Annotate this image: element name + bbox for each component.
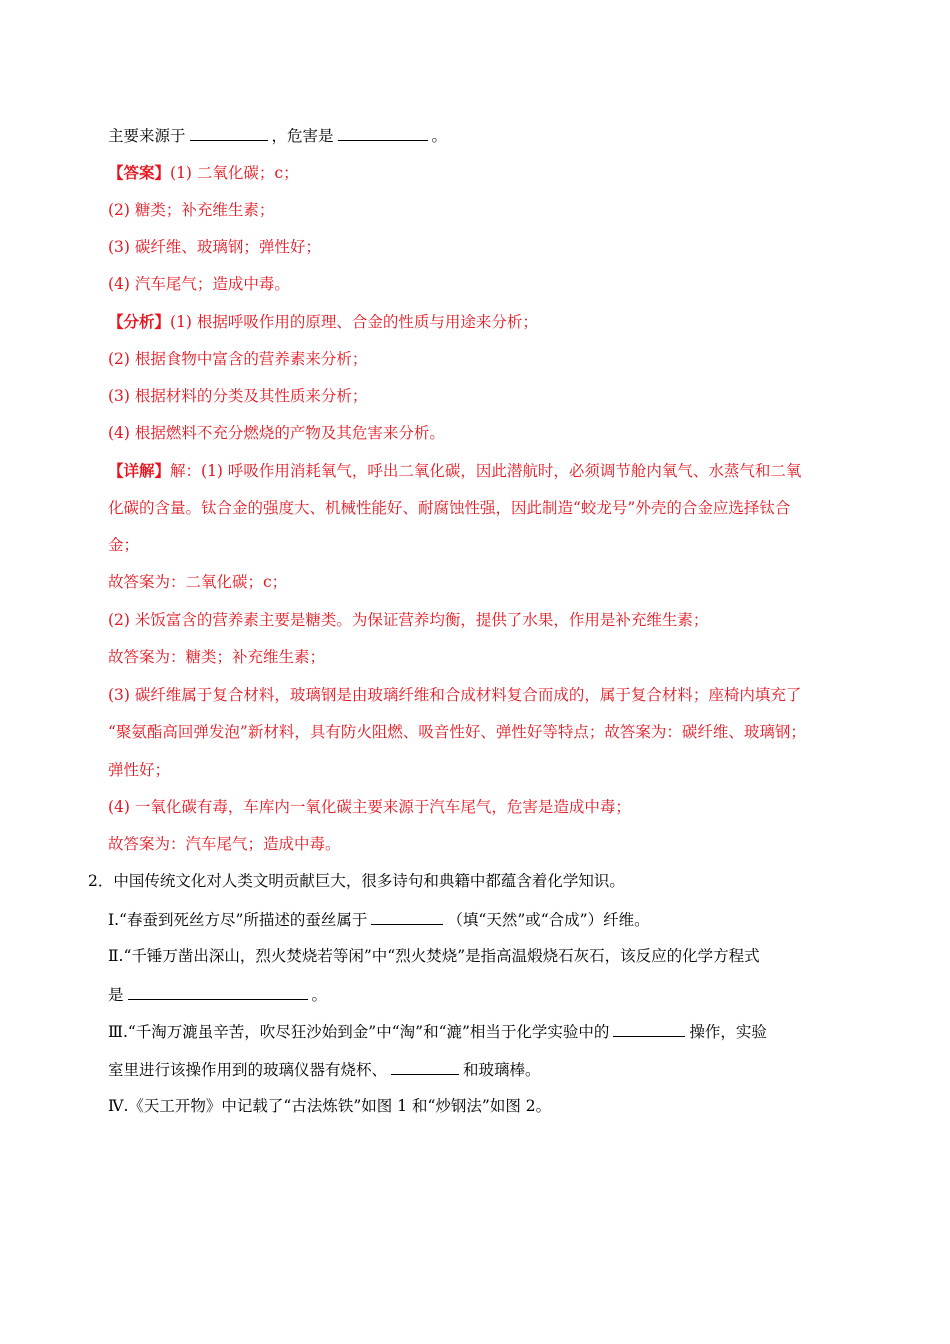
analysis-line-2: (2) 根据食物中富含的营养素来分析； <box>108 350 368 368</box>
question-2-part-ii-line-2 <box>108 984 327 1005</box>
analysis-tag: 【分析】 <box>108 312 171 331</box>
answer-line-2: (2) 糖类；补充维生素； <box>108 201 275 219</box>
answer-blank[interactable] <box>338 125 428 141</box>
analysis-line-1 <box>108 312 538 332</box>
answer-blank[interactable] <box>128 984 308 1000</box>
question-2-intro: 2．中国传统文化对人类文明贡献巨大，很多诗句和典籍中都蕴含着化学知识。 <box>88 872 625 890</box>
q1-part4-text-c: 。 <box>431 127 448 145</box>
question-2-part-iii-line-2 <box>108 1059 541 1080</box>
detail-line-10: (4) 一氧化碳有毒，车库内一氧化碳主要来源于汽车尾气，危害是造成中毒； <box>108 798 631 816</box>
part-i-text-a: Ⅰ.“春蚕到死丝方尽”所描述的蚕丝属于 <box>108 911 368 929</box>
detail-line-5: (2) 米饭富含的营养素主要是糖类。为保证营养均衡，提供了水果，作用是补充维生素； <box>108 611 709 629</box>
detail-line-3: 金； <box>108 536 140 554</box>
q1-part4-line <box>108 125 447 146</box>
answer-line-3: (3) 碳纤维、玻璃钢；弹性好； <box>108 238 321 256</box>
part-iii-text-a: Ⅲ.“千淘万漉虽辛苦，吹尽狂沙始到金”中“淘”和“漉”相当于化学实验中的 <box>108 1023 610 1041</box>
detail-line-7: (3) 碳纤维属于复合材料，玻璃钢是由玻璃纤维和合成材料复合而成的，属于复合材料；座椅内填充了 <box>108 686 802 704</box>
detail-line-2: 化碳的含量。钛合金的强度大、机械性能好、耐腐蚀性强，因此制造“蛟龙号”外壳的合金应选择钛合 <box>108 499 791 517</box>
detail-line-11: 故答案为：汽车尾气；造成中毒。 <box>108 835 341 853</box>
question-2-part-i <box>108 909 650 930</box>
analysis-text: (1) 根据呼吸作用的原理、合金的性质与用途来分析； <box>170 313 538 331</box>
part-iii-text-d: 和玻璃棒。 <box>463 1061 541 1079</box>
answer-line-1 <box>108 163 299 183</box>
detail-text: 解：(1) 呼吸作用消耗氧气，呼出二氧化碳，因此潜航时，必须调节舱内氧气、水蒸气和二氧 <box>170 462 802 480</box>
detail-line-4: 故答案为：二氧化碳；c； <box>108 573 288 591</box>
detail-line-6: 故答案为：糖类；补充维生素； <box>108 648 326 666</box>
q1-part4-text-a: 主要来源于 <box>108 127 186 145</box>
question-2-part-iv: Ⅳ.《天工开物》中记载了“古法炼铁”如图 1 和“炒钢法”如图 2。 <box>108 1097 552 1115</box>
detail-line-9: 弹性好； <box>108 761 171 779</box>
q1-part4-text-b: ，危害是 <box>271 127 334 145</box>
part-iii-text-b: 操作，实验 <box>689 1023 767 1041</box>
detail-line-1 <box>108 461 801 481</box>
part-iii-text-c: 室里进行该操作用到的玻璃仪器有烧杯、 <box>108 1061 388 1079</box>
answer-blank[interactable] <box>190 125 268 141</box>
analysis-line-3: (3) 根据材料的分类及其性质来分析； <box>108 387 368 405</box>
part-ii-text-b: 。 <box>311 986 328 1004</box>
question-2-part-ii-line-1: Ⅱ.“千锤万凿出深山，烈火焚烧若等闲”中“烈火焚烧”是指高温煅烧石灰石，该反应的化学方程式 <box>108 947 760 965</box>
question-2-part-iii-line-1 <box>108 1021 767 1042</box>
answer-blank[interactable] <box>371 909 443 925</box>
analysis-line-4: (4) 根据燃料不充分燃烧的产物及其危害来分析。 <box>108 424 445 442</box>
answer-text: (1) 二氧化碳；c； <box>170 164 299 182</box>
detail-line-8: “聚氨酯高回弹发泡”新材料，具有防火阻燃、吸音性好、弹性好等特点；故答案为：碳纤维、玻璃钢； <box>108 723 806 741</box>
answer-blank[interactable] <box>391 1059 459 1075</box>
detail-tag: 【详解】 <box>108 461 171 480</box>
answer-blank[interactable] <box>613 1021 685 1037</box>
answer-line-4: (4) 汽车尾气；造成中毒。 <box>108 275 290 293</box>
part-i-text-b: （填“天然”或“合成”）纤维。 <box>447 911 650 929</box>
part-ii-text-a: 是 <box>108 986 124 1004</box>
answer-tag: 【答案】 <box>108 163 171 182</box>
